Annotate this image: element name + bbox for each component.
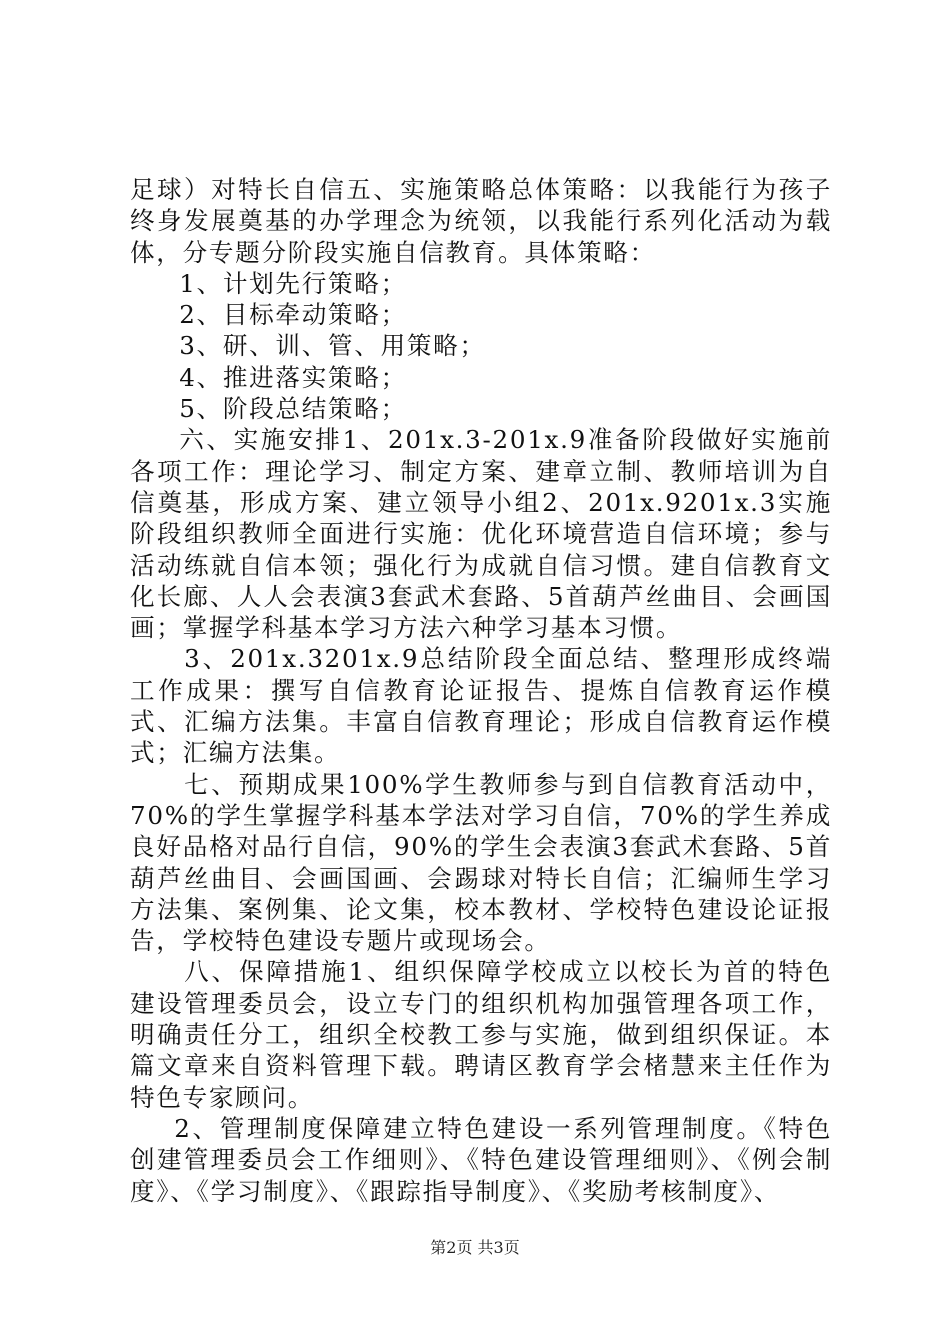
paragraph: 七、预期成果100%学生教师参与到自信教育活动中，70%的学生掌握学科基本学法对学习自信，70%的学生养成良好品格对品行自信，90%的学生会表演3套武术套路、5首葫芦丝曲目、会画国画、会踢球对特长自信；汇编师生学习方法集、案例集、论文集，校本教材、学校特色建设论证报告，学校特色建设专题片或现场会。	[130, 769, 832, 956]
paragraph: 八、保障措施1、组织保障学校成立以校长为首的特色建设管理委员会，设立专门的组织机构加强管理各项工作，明确责任分工，组织全校教工参与实施，做到组织保证。本篇文章来自资料管理下载。聘请区教育学会楮慧来主任作为特色专家顾问。	[130, 957, 832, 1112]
paragraph: 3、201x.3201x.9总结阶段全面总结、整理形成终端工作成果：撰写自信教育论证报告、提炼自信教育运作模式、汇编方法集。丰富自信教育理论；形成自信教育运作模式；汇编方法集。	[130, 644, 832, 768]
paragraph: 4、推进落实策略；	[179, 362, 407, 392]
document-body	[130, 174, 832, 1207]
page-footer: 第2页 共3页	[430, 1238, 520, 1257]
paragraph: 足球）对特长自信五、实施策略总体策略：以我能行为孩子终身发展奠基的办学理念为统领，以我能行系列化活动为载体，分专题分阶段实施自信教育。具体策略：	[130, 175, 832, 267]
paragraph: 1、计划先行策略；	[179, 268, 407, 298]
paragraph: 2、管理制度保障建立特色建设一系列管理制度。《特色创建管理委员会工作细则》、《特色建设管理细则》、《例会制度》、《学习制度》、《跟踪指导制度》、《奖励考核制度》、	[130, 1113, 832, 1206]
paragraph: 5、阶段总结策略；	[179, 394, 407, 424]
paragraph: 2、目标牵动策略；	[179, 300, 407, 330]
paragraph: 六、实施安排1、201x.3-201x.9准备阶段做好实施前各项工作：理论学习、制定方案、建章立制、教师培训为自信奠基，形成方案、建立领导小组2、201x.9201x.3实施阶段组织教师全面进行实施：优化环境营造自信环境；参与活动练就自信本领；强化行为成就自信习惯。建自信教育文化长廊、人人会表演3套武术套路、5首葫芦丝曲目、会画国画；掌握学科基本学习方法六种学习基本习惯。	[130, 425, 832, 643]
paragraph: 3、研、训、管、用策略；	[179, 331, 486, 361]
